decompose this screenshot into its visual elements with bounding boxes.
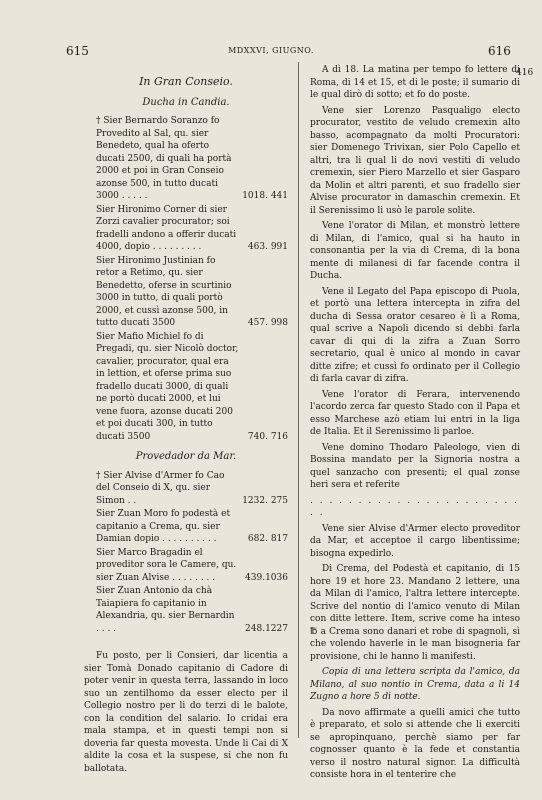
right-column [310,64,520,785]
entry-text: Sier Zuan Antonio da chà Taiapiera fo capitanio in Alexandria, qu. sier Bernardin . . . . [96,586,235,634]
letter-heading: Copia di una lettera scripta da l'amico, da Milano, al suo nontio in Crema, data a li 14 Zugno a hore 5 di notte. [310,667,520,702]
spacer [84,636,288,650]
entry-text: † Sier Alvise d'Armer fo Cao del Conseio di X, qu. sier Simon . . [96,470,225,506]
election-entry [84,255,288,330]
entry-amount: 1018. 441 [242,191,288,201]
section-ducha-candia: Ducha in Candia. [142,96,230,108]
election-entry [84,508,288,546]
paragraph: Vene l'orator di Milan, et monstrò lettere di Milan, di l'amico, qual si ha hauto in consonantia per la via di Crema, di la bona mente di milanesi di far facende contra il Ducha. [310,221,520,281]
election-entry [84,470,288,508]
paragraph: Da novo affirmate a quelli amici che tutto è preparato, et solo si attende che li exerciti se apropinquano, perchè siamo per far cognosser quanto è la fede et constantia verso il nostro natural signor. La difficultà consiste hora in el tenterire che [310,707,520,780]
election-entry [84,204,288,254]
election-entry [84,115,288,203]
closing-paragraph: Fu posto, per li Consieri, dar licentia a sier Tomà Donado capitanio di Cadore di poter venir in questa terra, lassando in loco suo un zentilhomo da esser electo per il Collegio nostro per li do terzi di le balote, con la condition del salario. Io cridai era mala stampa, et in questi tempi non si doveria far questa movesta. Unde li Cai di X aldite la cosa et la suspese, si che non fu ballotata. [84,651,288,774]
entry-amount: 740. 716 [247,431,288,442]
entry-amount: 1232. 275 [242,495,288,506]
entry-amount: 463. 991 [247,242,288,252]
entry-text: Sier Hironimo Justinian fo retor a Retimo, qu. sier Benedetto, oferse in scurtinio 3000 in tutto, di quali portò 2000, et cussì azonse 500, in tutto ducati 3500 [96,255,232,328]
election-entry [84,585,288,635]
margin-number: 416 [516,68,534,78]
paragraph: Di Crema, del Podestà et capitanio, di 15 hore 19 et hore 23. Mandano 2 lettere, una da Milan di l'amico, l'altra lettere intercepte. Scrive del nontio di l'amico venuto di Milan con ditte lettere. Item, scrive come ha inteso ℔ a Crema sono danari et robe di spagnoli, sì che volendo haverle in le man bisogneria far provisione, chi le hanno li manifesti. [310,564,520,662]
entry-amount: 439.1036 [245,572,288,583]
paragraph: Vene il Legato del Papa episcopo di Puola, et portò una lettera intercepta in zifra del ducha di Sessa orator cesareo è lì a Roma, qual scrive a Napoli dicendo si debbi farla cavar di qui di la zifra a Zuan Sorro secretario, qual è unico al mondo in cavar ditte zifre; et cussì fo ordinato per il Collegio di farla cavar di zifra. [310,286,520,384]
entry-text: Sier Zuan Moro fo podestà et capitanio a Crema, qu. sier Damian dopio . . . . . . . . . . [96,509,231,544]
entry-text: † Sier Bernardo Soranzo fo Provedito al Sal, qu. sier Benedeto, qual ha oferto ducati 2500, di quali ha portà 2000 et poi in Gran Conseio azonse 500, in tutto ducati 3000 . . . . . [96,116,232,201]
paragraph: A dì 18. La matina per tempo fo lettere di Roma, di 14 et 15, et di le poste; il sumario di le qual dirò di sotto; et fo do poste. [310,65,520,100]
paragraph: Vene l'orator di Ferara, intervenendo l'acordo zerca far questo Stado con il Papa et esso Marchese azò etiam lui entri in la liga de Italia. Et il Serenissimo li parloe. [310,389,520,437]
election-entry [84,331,288,444]
entry-amount: 457. 998 [247,318,288,328]
left-heading: In Gran Conseio. [139,75,233,88]
column-divider [298,62,299,738]
running-head: MDXXVI, GIUGNO. [228,46,314,55]
left-column [84,76,288,778]
entry-text: Sier Hironimo Corner di sier Zorzi cavalier procurator; soi fradelli andono a offerir ducati 4000, dopio . . . . . . . . . [96,204,237,252]
entry-amount: 248.1227 [245,623,288,634]
entry-text: Sier Marco Bragadin el proveditor sora le Camere, qu. sier Zuan Alvise . . . . . . . . [96,547,237,583]
paragraph: Vene sier Lorenzo Pasqualigo electo procurator, vestito de veludo cremexin alto basso, acompagnato da molti Procuratori: sier Domenego Trivixan, sier Polo Capello et altri, tra li qual li do novi vestiti di veludo cremexin, sier Piero Marzello et sier Gasparo da Molin et altri parenti, et suo fradello sier Alvise procurator in damaschin cremexin. Et il Serenissimo li usò le parole solite. [310,105,520,216]
section-provedador-mar: Provedador da Mar. [135,451,237,462]
paragraph: Vene sier Alvise d'Armer electo proveditor da Mar, et acceptoe il cargo libentissime; bisogna expedirlo. [310,523,520,559]
paragraph: Vene domino Thodaro Paleologo, vien di Bossina mandato per la Signoria nostra a quel sanzacho con presenti; el qual zonse heri sera et referite [310,442,520,490]
election-entry [84,547,288,585]
entry-amount: 682. 817 [247,534,288,544]
page-number-right: 616 [488,44,511,58]
page-number-left: 615 [66,44,89,58]
entry-text: Sier Mafio Michiel fo di Pregadi, qu. sier Nicolò doctor, cavalier, procurator, qual era in lettion, et oferse prima suo fradello ducati 3000, di quali ne portò ducati 2000, et lui vene fuora, azonse ducati 200 et poi ducati 300, in tutto ducati 3500 [96,331,239,442]
dotted-line: . . . . . . . . . . . . . . . . . . . . . . . . [310,495,520,518]
